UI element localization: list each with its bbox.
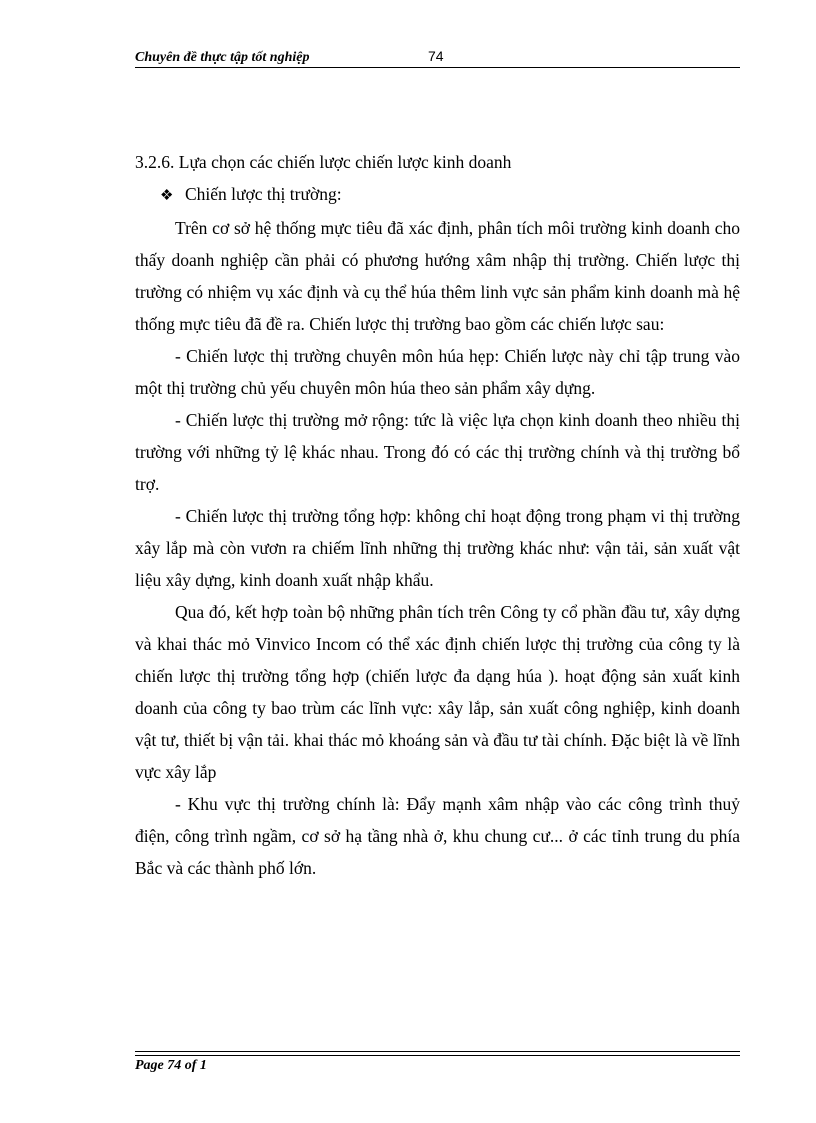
bullet-text: Chiến lược thị trường:: [185, 184, 342, 204]
header-title: Chuyên đề thực tập tốt nghiệp: [135, 50, 310, 65]
footer-divider-bottom: [135, 1055, 740, 1056]
paragraph: - Khu vực thị trường chính là: Đẩy mạnh xâm nhập vào các công trình thuỷ điện, công trình ngầm, cơ sở hạ tầng nhà ở, khu chung cư... ở các tỉnh trung du phía Bắc và các thành phố lớn.: [135, 794, 740, 878]
bullet-item: [135, 178, 740, 212]
paragraph: - Chiến lược thị trường chuyên môn húa hẹp: Chiến lược này chỉ tập trung vào một thị trường chủ yếu chuyên môn húa theo sản phẩm xây dựng.: [135, 346, 740, 398]
paragraph: - Chiến lược thị trường mở rộng: tức là việc lựa chọn kinh doanh theo nhiều thị trường với những tỷ lệ khác nhau. Trong đó có các thị trường chính và thị trường bổ trợ.: [135, 410, 740, 494]
paragraph: Trên cơ sở hệ thống mực tiêu đã xác định, phân tích môi trường kinh doanh cho thấy doanh nghiệp cần phải có phương hướng xâm nhập thị trường. Chiến lược thị trường có nhiệm vụ xác định và cụ thể húa thêm linh vực sản phẩm kinh doanh mà hệ thống mực tiêu đã đề ra. Chiến lược thị trường bao gồm các chiến lược sau:: [135, 218, 740, 334]
four-diamond-bullet-icon: ❖: [160, 188, 174, 204]
document-body: [135, 146, 740, 884]
page-footer: Page 74 of 1: [135, 1058, 207, 1073]
paragraph: - Chiến lược thị trường tổng hợp: không chỉ hoạt động trong phạm vi thị trường xây lắp mà còn vươn ra chiếm lĩnh những thị trường khác như: vận tải, sản xuất vật liệu xây dựng, kinh doanh xuất nhập khẩu.: [135, 506, 740, 590]
paragraph: Qua đó, kết hợp toàn bộ những phân tích trên Công ty cổ phần đầu tư, xây dựng và khai thác mỏ Vinvico Incom có thể xác định chiến lược thị trường của công ty là chiến lược thị trường tổng hợp (chiến lược đa dạng húa ). hoạt động sản xuất kinh doanh của công ty bao trùm các lĩnh vực: xây lắp, sản xuất công nghiệp, kinh doanh vật tư, thiết bị vận tải. khai thác mỏ khoáng sản và đầu tư tài chính. Đặc biệt là về lĩnh vực xây lắp: [135, 602, 740, 782]
page-header: [135, 46, 740, 68]
section-heading: 3.2.6. Lựa chọn các chiến lược chiến lược kinh doanh: [135, 152, 512, 172]
header-page-number: 74: [428, 48, 444, 64]
footer-divider-top: [135, 1051, 740, 1052]
header-divider: [135, 67, 740, 68]
